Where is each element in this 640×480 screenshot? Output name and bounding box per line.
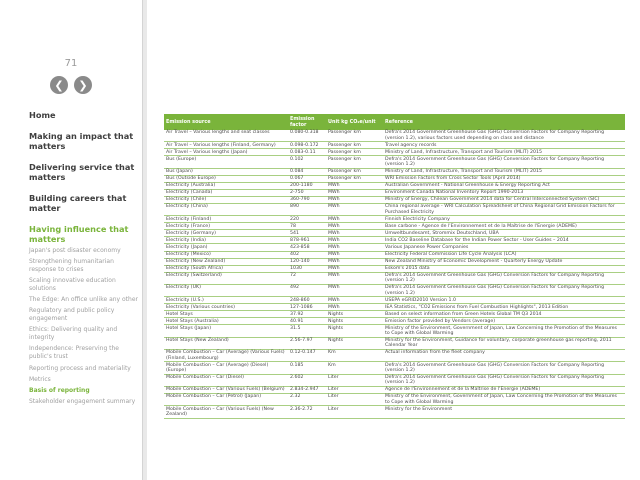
cell-emission-source: Electricity (China) [164, 203, 288, 215]
cell-reference: Australian Government - National Greenhouse & Energy Reporting Act [383, 182, 625, 189]
cell-emission-source: Mobile Combustion – Car (Average) (Various Fuels) (Finland, Luxembourg) [164, 350, 288, 362]
cell-unit: Liter [326, 374, 383, 386]
cell-unit: Liter [326, 394, 383, 406]
page-number: 71 [64, 58, 78, 69]
cell-emission-factor: 0.12-0.147 [288, 350, 326, 362]
cell-reference: Ministry for the Environment, Guidance for voluntary, corporate greenhouse gas reporting, 2011 Calendar Year [383, 337, 625, 349]
cell-reference: USEPA eGRID2010 Version 1.0 [383, 297, 625, 304]
cell-emission-factor: 0.067 [288, 175, 326, 182]
cell-emission-factor: 2-750 [288, 189, 326, 196]
table-row [164, 189, 625, 196]
cell-emission-source: Electricity (Australia) [164, 182, 288, 189]
cell-reference: Defra's 2014 Government Greenhouse Gas (GHG) Conversion Factors for Company Reporting (version 1.2) [383, 156, 625, 168]
chevron-right-icon: ❯ [78, 78, 88, 92]
nav-subitem[interactable]: Basis of reporting [29, 387, 90, 395]
cell-unit: Nights [326, 311, 383, 318]
cell-unit: Km [326, 362, 383, 374]
cell-reference: India CO2 Baseline Database for the Indian Power Sector - User Guides – 2014 [383, 237, 625, 244]
nav-subitem[interactable]: Japan's post disaster economy [29, 246, 121, 254]
cell-reference: Environment Canada National Inventory Report 1990-2013 [383, 189, 625, 196]
previous-page-button[interactable] [50, 76, 68, 94]
cell-unit: MWh [326, 237, 383, 244]
cell-emission-source: Electricity (Mexico) [164, 251, 288, 258]
cell-unit: MWh [326, 272, 383, 284]
table-row [164, 318, 625, 325]
table-row [164, 251, 625, 258]
cell-reference: Various Japanese Power Companies [383, 244, 625, 251]
cell-unit: MWh [326, 203, 383, 215]
cell-unit: MWh [326, 182, 383, 189]
cell-reference: Defra's 2014 Government Greenhouse Gas (GHG) Conversion Factors for Company Reporting (version 1.2), various factors used depending on class and distance [383, 130, 625, 142]
cell-emission-factor: 200-1180 [288, 182, 326, 189]
cell-unit: MWh [326, 230, 383, 237]
chevron-left-icon: ❮ [54, 78, 64, 92]
cell-reference: Defra's 2014 Government Greenhouse Gas (GHG) Conversion Factors for Company Reporting (version 1.2) [383, 284, 625, 296]
table-row [164, 149, 625, 156]
cell-emission-source: Air Travel – Various lengths (Finland, Germany) [164, 142, 288, 149]
table-row [164, 394, 625, 406]
cell-unit: Passenger km [326, 168, 383, 175]
cell-unit: MWh [326, 251, 383, 258]
cell-reference: Ministry for the Environment [383, 406, 625, 418]
sidebar [0, 0, 143, 480]
cell-reference: Defra's 2014 Government Greenhouse Gas (GHG) Conversion Factors for Company Reporting (version 1.2) [383, 362, 625, 374]
table-row [164, 337, 625, 349]
cell-emission-factor: 423-858 [288, 244, 326, 251]
cell-reference: IEA Statistics, "CO2 Emissions from Fuel Combustion Highlights", 2013 Edition [383, 304, 625, 311]
cell-emission-factor: 31.5 [288, 325, 326, 337]
cell-unit: Passenger km [326, 142, 383, 149]
cell-reference: WRI Emission Factors from Cross Sector Tools (April 2014) [383, 175, 625, 182]
cell-emission-factor: 0.084 [288, 168, 326, 175]
cell-emission-source: Bus (Europe) [164, 156, 288, 168]
cell-emission-factor: 360-790 [288, 196, 326, 203]
page-navigation [50, 76, 92, 94]
cell-emission-source: Hotel Stays (Japan) [164, 325, 288, 337]
cell-emission-factor: 220 [288, 216, 326, 223]
cell-emission-factor: 402 [288, 251, 326, 258]
cell-emission-source: Air Travel – Various lengths and seat classes [164, 130, 288, 142]
cell-reference: Emission factor provided by Vendors (average) [383, 318, 625, 325]
cell-emission-factor: 492 [288, 284, 326, 296]
nav-subitem[interactable]: Reporting process and materiality [29, 364, 131, 372]
cell-emission-factor: 878-961 [288, 237, 326, 244]
cell-emission-factor: 2.32 [288, 394, 326, 406]
cell-emission-source: Electricity (France) [164, 223, 288, 230]
cell-unit: Liter [326, 406, 383, 418]
table-row [164, 237, 625, 244]
section-navigation [29, 110, 141, 410]
cell-emission-factor: 37.92 [288, 311, 326, 318]
cell-unit: MWh [326, 189, 383, 196]
cell-unit: Passenger km [326, 149, 383, 156]
cell-emission-source: Mobile Combustion – Car (Petrol) (Japan) [164, 394, 288, 406]
cell-reference: Defra's 2014 Government Greenhouse Gas (GHG) Conversion Factors for Company Reporting (version 1.2) [383, 374, 625, 386]
cell-emission-factor: 541 [288, 230, 326, 237]
cell-reference: Umweltbundesamt, Strommix Deutschland, UBA [383, 230, 625, 237]
table-row [164, 272, 625, 284]
cell-emission-factor: 2.602 [288, 374, 326, 386]
nav-subitem[interactable]: Independence: Preserving the public's trust [29, 345, 120, 361]
cell-emission-source: Hotel Stays [164, 311, 288, 318]
cell-reference: Ministry of the Environment, Government of Japan, Law Concerning the Promotion of the Measures to Cope with Global Warming [383, 394, 625, 406]
column-header-reference: Reference [383, 114, 625, 130]
cell-emission-source: Electricity (South Africa) [164, 265, 288, 272]
table-row [164, 175, 625, 182]
cell-emission-source: Hotel Stays (New Zealand) [164, 337, 288, 349]
table-row [164, 387, 625, 394]
cell-unit: Passenger km [326, 130, 383, 142]
table-row [164, 258, 625, 265]
cell-emission-factor: 120-140 [288, 258, 326, 265]
table-header-row [164, 114, 625, 130]
column-header-source: Emission source [164, 114, 288, 130]
table-row [164, 230, 625, 237]
cell-emission-source: Electricity (Various countries) [164, 304, 288, 311]
cell-reference: Actual information from the fleet company [383, 350, 625, 362]
cell-unit: Km [326, 350, 383, 362]
table-row [164, 304, 625, 311]
table-row [164, 362, 625, 374]
cell-emission-source: Bus (Japan) [164, 168, 288, 175]
cell-emission-source: Air Travel – Various lengths (Japan) [164, 149, 288, 156]
cell-emission-factor: 0.083-0.11 [288, 149, 326, 156]
main-content [147, 0, 640, 480]
nav-item[interactable]: Building careers that matter [29, 192, 127, 213]
cell-emission-factor: 248-860 [288, 297, 326, 304]
cell-emission-factor: 72 [288, 272, 326, 284]
cell-emission-source: Electricity (Switzerland) [164, 272, 288, 284]
table-row [164, 325, 625, 337]
cell-emission-factor: 0.098-0.172 [288, 142, 326, 149]
table-row [164, 203, 625, 215]
cell-emission-source: Electricity (Canada) [164, 189, 288, 196]
cell-emission-factor: 2.36-2.72 [288, 406, 326, 418]
table-row [164, 406, 625, 418]
cell-unit: MWh [326, 196, 383, 203]
cell-unit: Nights [326, 337, 383, 349]
cell-emission-factor: 2.834-2.947 [288, 387, 326, 394]
cell-emission-factor: 0.080-0.318 [288, 130, 326, 142]
cell-emission-factor: 0.102 [288, 156, 326, 168]
cell-unit: Passenger km [326, 156, 383, 168]
cell-unit: Nights [326, 318, 383, 325]
cell-unit: Nights [326, 325, 383, 337]
table-row [164, 182, 625, 189]
cell-reference: Based on select information from Green Hotels Global TM Q3 2014 [383, 311, 625, 318]
cell-reference: New Zealand Ministry of Economic Development - Quarterly Energy Update [383, 258, 625, 265]
cell-unit: MWh [326, 216, 383, 223]
cell-unit: MWh [326, 297, 383, 304]
cell-emission-factor: 127-1086 [288, 304, 326, 311]
cell-emission-source: Mobile Combustion – Car (Various Fuels) (Belgium) [164, 387, 288, 394]
cell-emission-source: Electricity (Finland) [164, 216, 288, 223]
emission-factors-table [164, 114, 625, 419]
table-row [164, 196, 625, 203]
cell-unit: MWh [326, 223, 383, 230]
nav-subitem[interactable]: Stakeholder engagement summary [29, 398, 136, 406]
cell-reference: Electricity Federal Commission Life Cycle Analysis (LCA) [383, 251, 625, 258]
cell-reference: Ministry of the Environment, Government of Japan, Law Concerning the Promotion of the Measures to Cope with Global Warming [383, 325, 625, 337]
column-header-unit: Unit kg CO₂e/unit [326, 114, 383, 130]
cell-reference: Ministry of Land, Infrastructure, Transport and Tourism (MLIT) 2015 [383, 149, 625, 156]
table-row [164, 216, 625, 223]
table-row [164, 168, 625, 175]
cell-emission-source: Electricity (U.S.) [164, 297, 288, 304]
cell-reference: Eskom's 2015 data [383, 265, 625, 272]
cell-emission-factor: 890 [288, 203, 326, 215]
cell-emission-factor: 1030 [288, 265, 326, 272]
cell-emission-source: Electricity (Chile) [164, 196, 288, 203]
cell-emission-source: Hotel Stays (Australia) [164, 318, 288, 325]
column-header-factor: Emission factor [288, 114, 326, 130]
cell-emission-source: Electricity (New Zealand) [164, 258, 288, 265]
cell-emission-source: Electricity (India) [164, 237, 288, 244]
nav-subitem[interactable]: The Edge: An office unlike any other [29, 295, 138, 303]
nav-subitem[interactable]: Regulatory and public policy engagement [29, 307, 115, 323]
nav-item[interactable]: Having influence that matters [29, 223, 129, 244]
table-row [164, 284, 625, 296]
nav-item[interactable]: Making an impact that matters [29, 130, 134, 151]
cell-unit: MWh [326, 284, 383, 296]
cell-reference: Ministry of Land, Infrastructure, Transport and Tourism (MLIT) 2015 [383, 168, 625, 175]
cell-emission-source: Electricity (Germany) [164, 230, 288, 237]
table-row [164, 350, 625, 362]
cell-reference: Finnish Electricity Company [383, 216, 625, 223]
nav-subitem[interactable]: Metrics [29, 375, 51, 383]
table-row [164, 244, 625, 251]
cell-unit: MWh [326, 265, 383, 272]
table-row [164, 130, 625, 142]
table-row [164, 297, 625, 304]
nav-item[interactable]: Delivering service that matters [29, 161, 135, 182]
cell-unit: Liter [326, 387, 383, 394]
cell-emission-source: Mobile Combustion – Car (Various Fuels) (New Zealand) [164, 406, 288, 418]
cell-unit: MWh [326, 258, 383, 265]
cell-emission-source: Mobile Combustion – Car (Diesel) [164, 374, 288, 386]
cell-unit: Passenger km [326, 175, 383, 182]
cell-reference: Base carbone - Agence de l'Environnement et de la Maîtrise de l'Energie (ADEME) [383, 223, 625, 230]
nav-subitem[interactable]: Scaling innovative education solutions [29, 276, 116, 292]
cell-unit: MWh [326, 244, 383, 251]
nav-subitem[interactable]: Ethics: Delivering quality and integrity [29, 326, 118, 342]
table-row [164, 223, 625, 230]
cell-emission-factor: 78 [288, 223, 326, 230]
cell-emission-factor: 0.185 [288, 362, 326, 374]
cell-emission-source: Electricity (Japan) [164, 244, 288, 251]
cell-reference: Defra's 2014 Government Greenhouse Gas (GHG) Conversion Factors for Company Reporting (version 1.2) [383, 272, 625, 284]
table-row [164, 265, 625, 272]
cell-reference: Agence de l'Environnement et de la Maîtrise de l'Energie (ADEME) [383, 387, 625, 394]
nav-subitem[interactable]: Strengthening humanitarian response to crises [29, 257, 114, 273]
cell-emission-factor: 2.56-7.97 [288, 337, 326, 349]
table-row [164, 311, 625, 318]
cell-reference: Ministry of Energy, Chilean Government 2014 data for Central Interconnected System (SIC) [383, 196, 625, 203]
table-row [164, 156, 625, 168]
cell-emission-factor: 40.91 [288, 318, 326, 325]
cell-unit: MWh [326, 304, 383, 311]
next-page-button[interactable] [74, 76, 92, 94]
nav-item[interactable]: Home [29, 110, 56, 120]
cell-reference: China regional average - WRI Calculation Spreadsheet of China Regional Grid Emission Factors for Purchased Electricity [383, 203, 625, 215]
table-row [164, 374, 625, 386]
cell-emission-source: Electricity (UK) [164, 284, 288, 296]
cell-reference: Travel agency records [383, 142, 625, 149]
table-row [164, 142, 625, 149]
cell-emission-source: Bus (Outside Europe) [164, 175, 288, 182]
cell-emission-source: Mobile Combustion – Car (Average) (Diesel) (Europe) [164, 362, 288, 374]
